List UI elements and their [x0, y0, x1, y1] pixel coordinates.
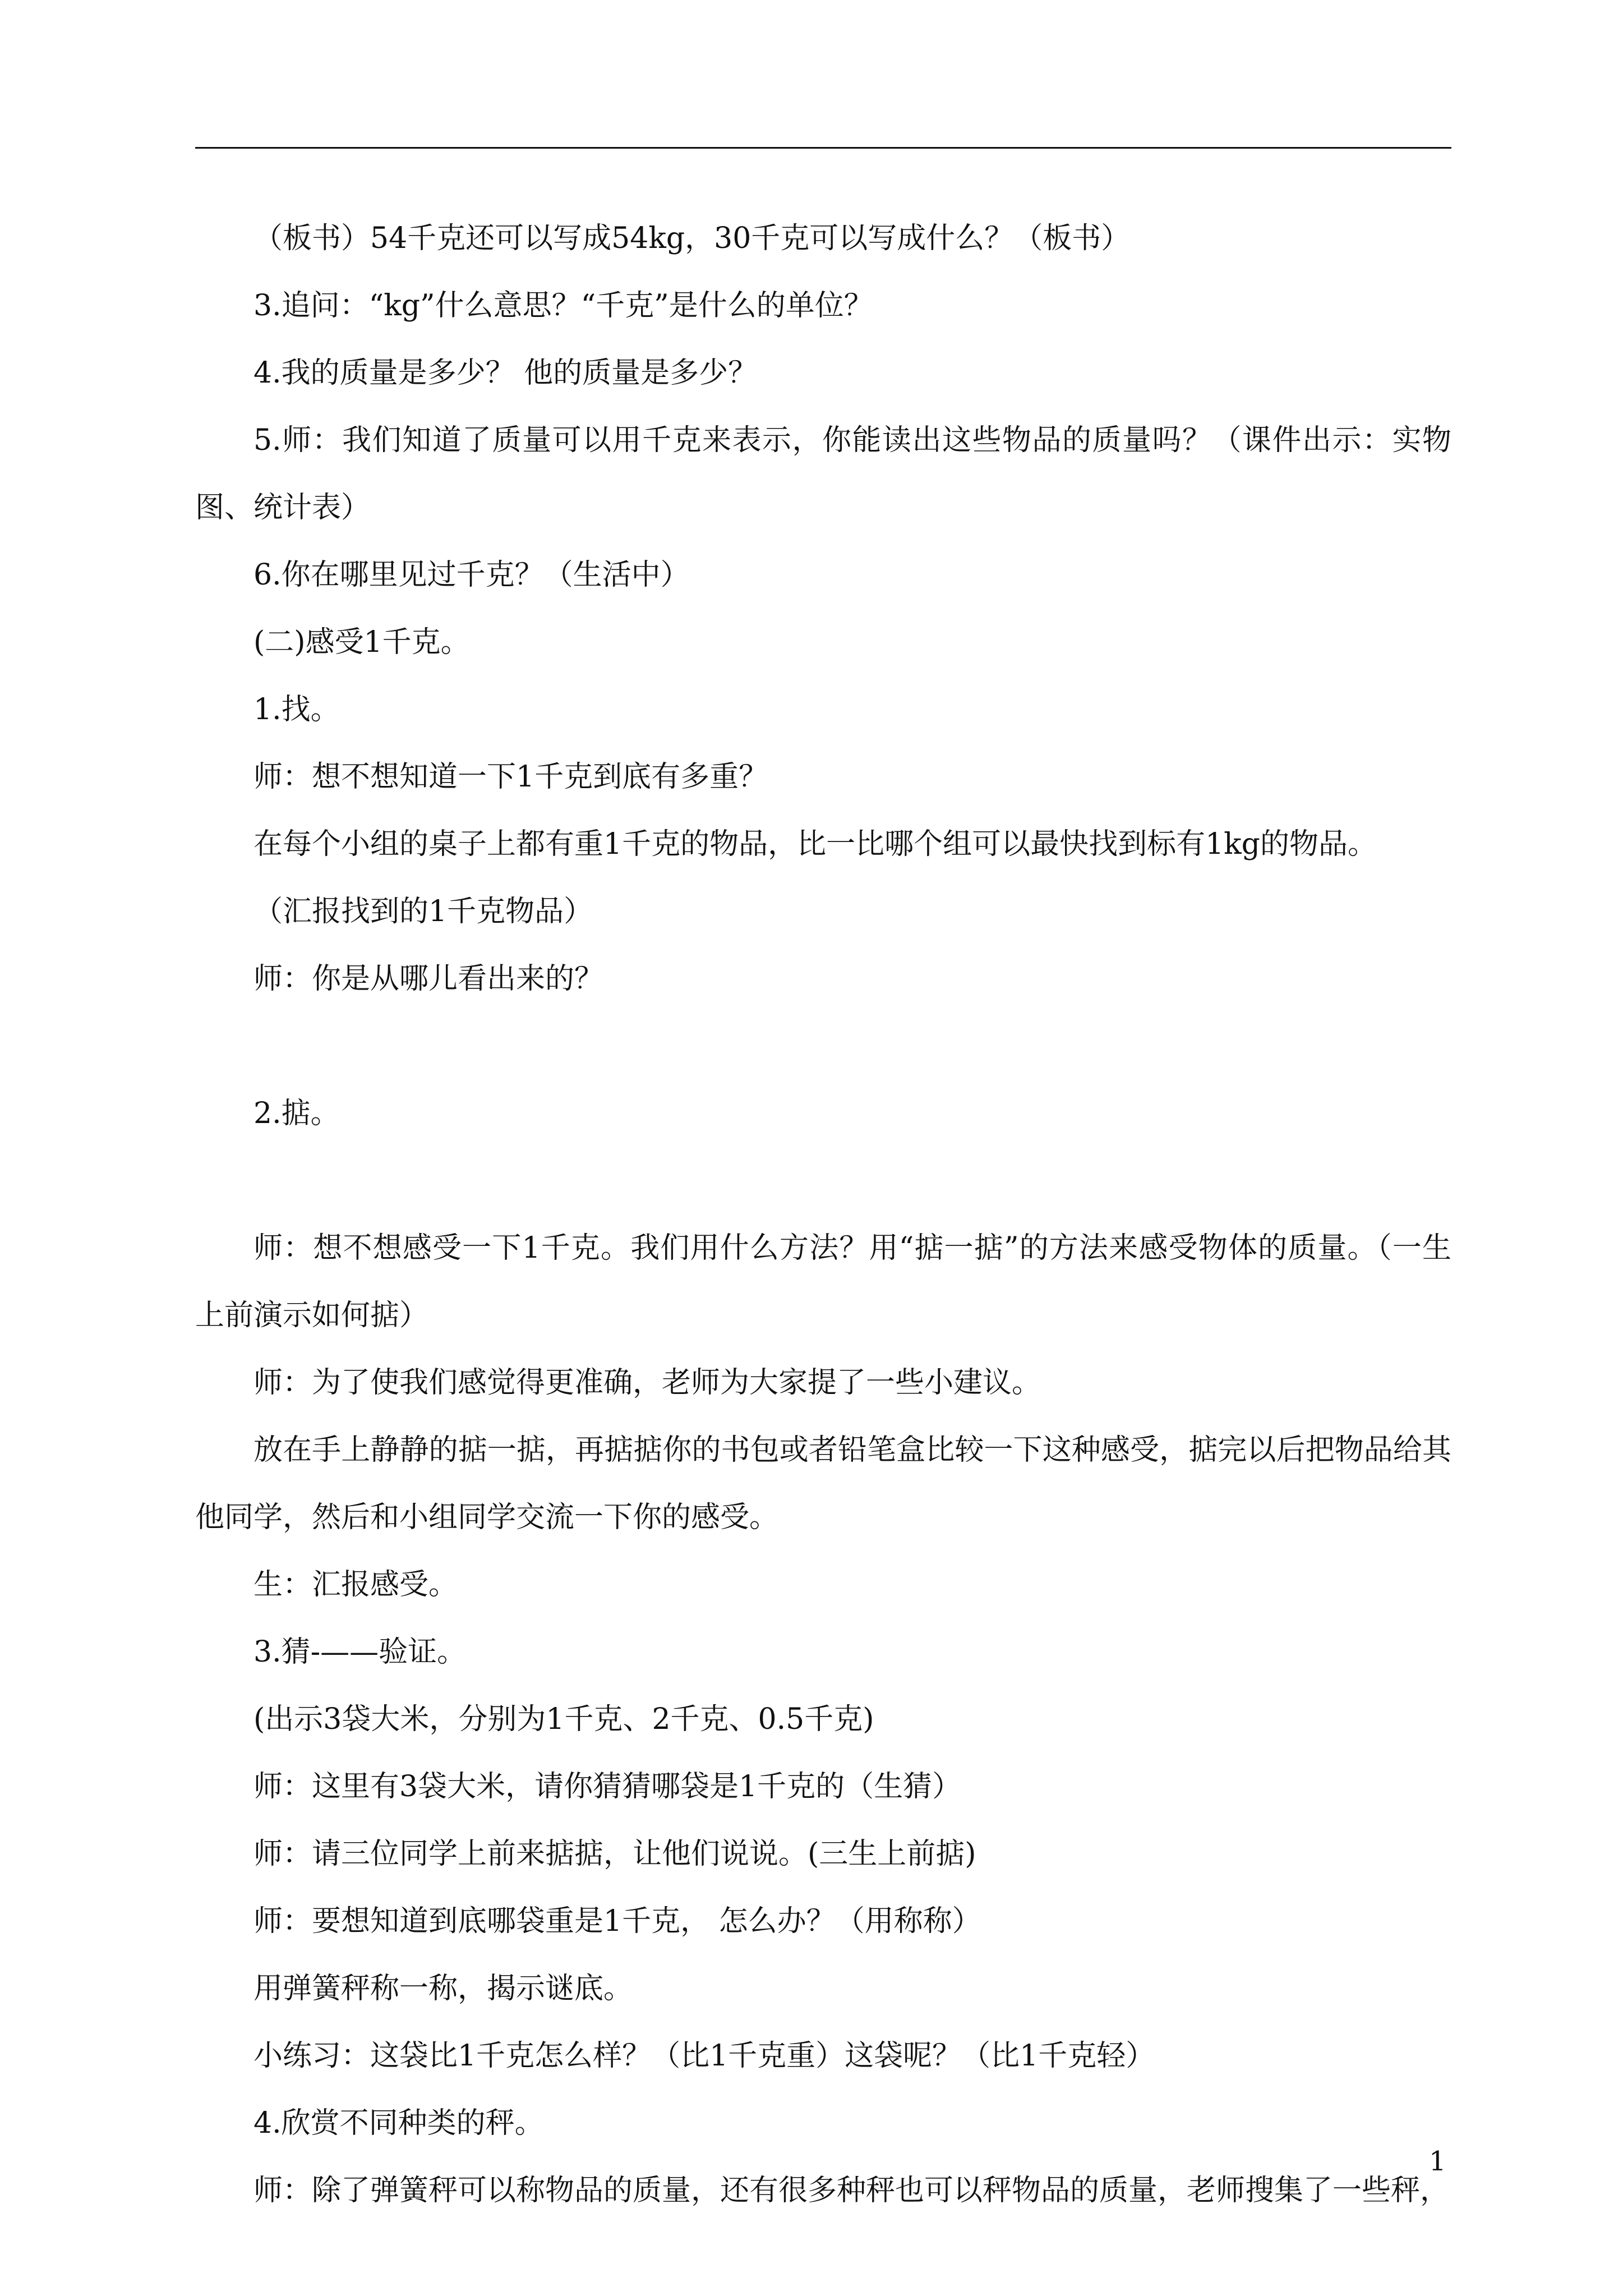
paragraph: 小练习：这袋比1千克怎么样？（比1千克重）这袋呢？（比1千克轻） — [253, 2039, 1155, 2073]
paragraph: 1.找。 — [253, 693, 340, 726]
paragraph: 师：这里有3袋大米，请你猜猜哪袋是1千克的（生猜） — [253, 1770, 962, 1803]
header-rule — [195, 147, 1451, 149]
paragraph: 在每个小组的桌子上都有重1千克的物品，比一比哪个组可以最快找到标有1kg的物品。 — [253, 827, 1377, 861]
paragraph: 用弹簧秤称一称，揭示谜底。 — [253, 1972, 633, 2005]
paragraph: （板书）54千克还可以写成54kg，30千克可以写成什么？（板书） — [253, 222, 1131, 255]
section-heading: (二)感受1千克。 — [253, 625, 470, 659]
paragraph: 2.掂。 — [253, 1097, 340, 1130]
paragraph: 师：想不想感受一下1千克。我们用什么方法？用“掂一掂”的方法来感受物体的质量。（一生上前演示如何掂） — [195, 1231, 1451, 1332]
paragraph: （汇报找到的1千克物品） — [253, 895, 593, 928]
paragraph: 师：为了使我们感觉得更准确，老师为大家提了一些小建议。 — [253, 1366, 1041, 1400]
document-body — [195, 205, 1451, 2224]
paragraph: 生：汇报感受。 — [253, 1568, 458, 1602]
blank-line — [195, 1147, 1451, 1214]
page-number: 1 — [1429, 2146, 1446, 2177]
paragraph: 放在手上静静的掂一掂，再掂掂你的书包或者铅笔盒比较一下这种感受，掂完以后把物品给其他同学，然后和小组同学交流一下你的感受。 — [195, 1433, 1451, 1534]
paragraph: 3.追问：“kg”什么意思？“千克”是什么的单位？ — [253, 289, 873, 323]
blank-line — [195, 1013, 1451, 1080]
paragraph: 5.师：我们知道了质量可以用千克来表示，你能读出这些物品的质量吗？（课件出示：实物图、统计表） — [195, 424, 1451, 524]
paragraph: 3.猜-——验证。 — [253, 1635, 467, 1669]
paragraph: 4.欣赏不同种类的秤。 — [253, 2106, 544, 2140]
paragraph: 师：要想知道到底哪袋重是1千克， 怎么办？（用称称） — [253, 1904, 981, 1938]
paragraph: 4.我的质量是多少？ 他的质量是多少？ — [253, 356, 758, 390]
paragraph: 师：除了弹簧秤可以称物品的质量，还有很多种秤也可以秤物品的质量，老师搜集了一些秤， — [253, 2174, 1450, 2207]
paragraph: 师：请三位同学上前来掂掂，让他们说说。(三生上前掂) — [253, 1837, 976, 1871]
paragraph: 师：你是从哪儿看出来的？ — [253, 962, 604, 996]
paragraph: 师：想不想知道一下1千克到底有多重？ — [253, 760, 768, 794]
paragraph: (出示3袋大米，分别为1千克、2千克、0.5千克) — [253, 1703, 874, 1736]
paragraph: 6.你在哪里见过千克？（生活中） — [253, 558, 690, 592]
